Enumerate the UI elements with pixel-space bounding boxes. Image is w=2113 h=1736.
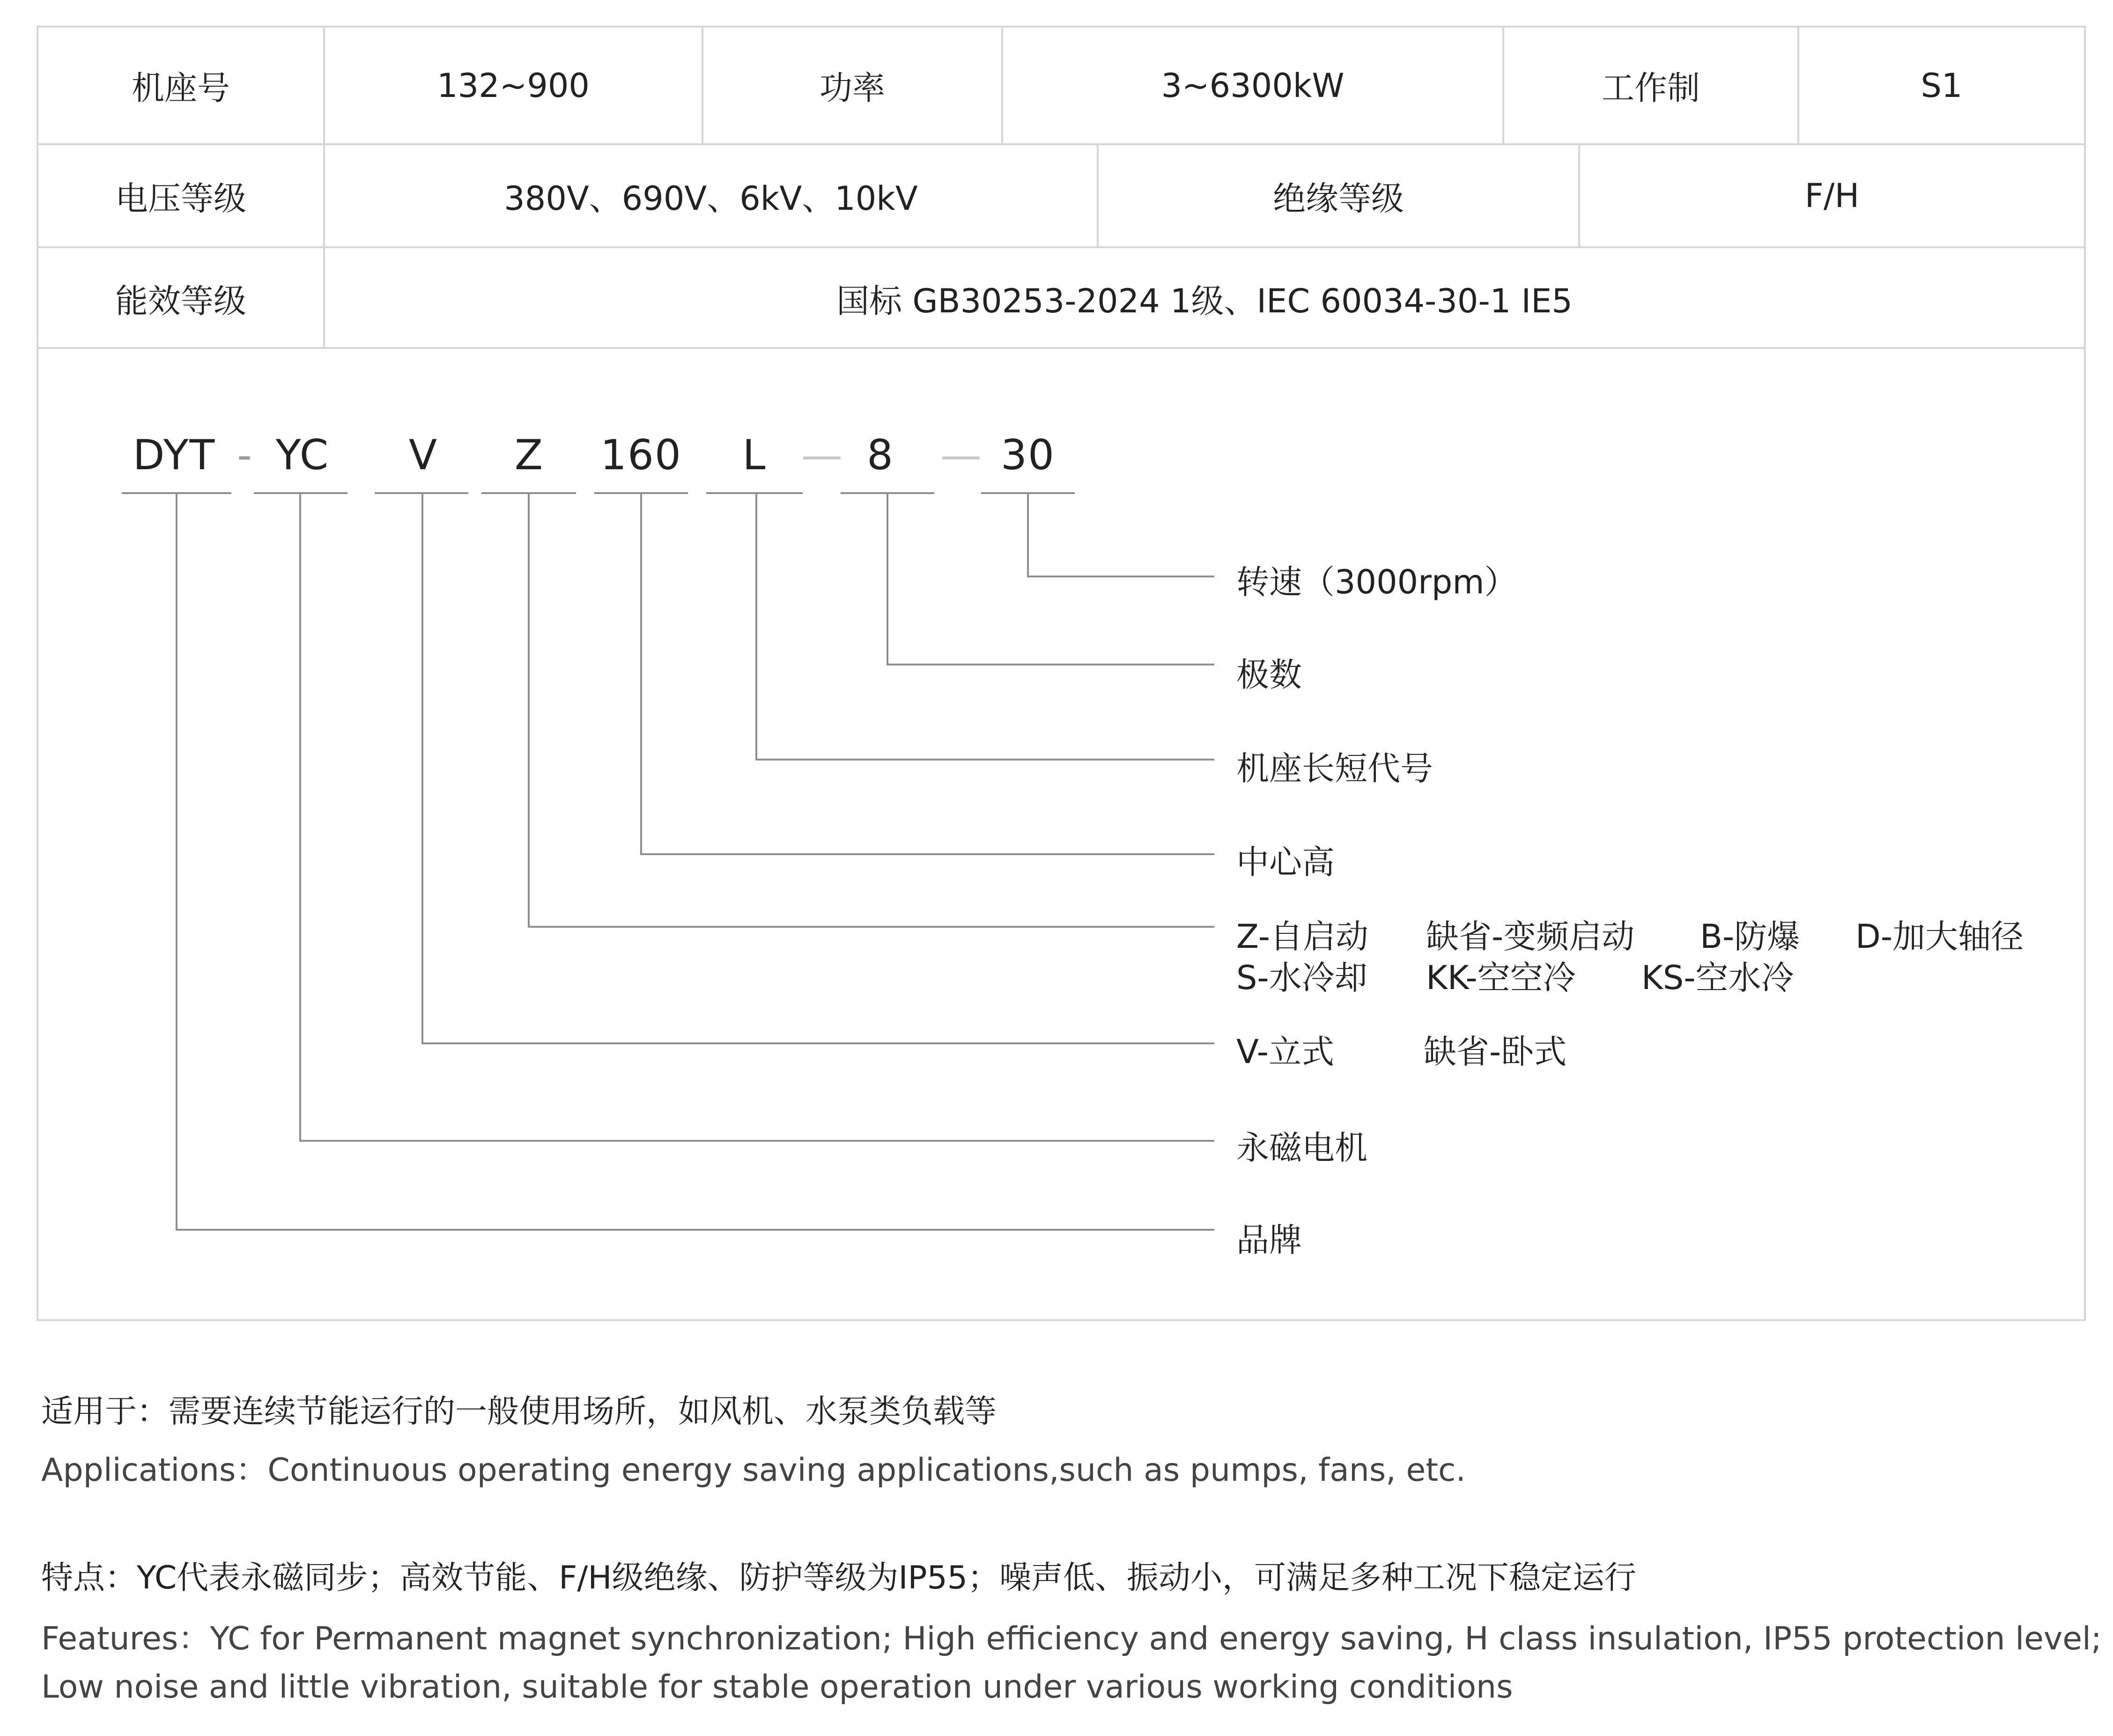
spec-row-efficiency bbox=[38, 248, 2084, 349]
leader-line bbox=[1027, 576, 1214, 577]
leader-line bbox=[887, 493, 888, 665]
option-air-air-cooling: KK-空空冷 bbox=[1426, 959, 1576, 997]
value-duty: S1 bbox=[1921, 66, 1963, 105]
spec-table bbox=[37, 26, 2086, 349]
value-insulation: F/H bbox=[1804, 177, 1860, 215]
leader-line bbox=[528, 493, 530, 928]
features-zh: 特点：YC代表永磁同步；高效节能、F/H级绝缘、防护等级为IP55；噪声低、振动小，可满足多种工况下稳定运行 bbox=[41, 1559, 1637, 1596]
label-insulation: 绝缘等级 bbox=[1099, 145, 1580, 246]
option-explosion-proof: B-防爆 bbox=[1700, 917, 1800, 956]
code-separator: - bbox=[237, 431, 252, 479]
spec-row-frame-power-duty bbox=[38, 28, 2084, 145]
leader-line bbox=[755, 493, 757, 761]
code-start: Z bbox=[514, 431, 544, 479]
code-separator: — bbox=[940, 431, 982, 479]
leader-line bbox=[640, 853, 1214, 855]
leader-line bbox=[421, 493, 423, 1044]
leader-line bbox=[421, 1042, 1214, 1044]
applications-zh: 适用于：需要连续节能运行的一般使用场所，如风机、水泵类负载等 bbox=[41, 1393, 997, 1430]
code-pm-motor: YC bbox=[275, 431, 330, 479]
code-mount: V bbox=[408, 431, 438, 479]
code-frame-length: L bbox=[742, 431, 767, 479]
value-power: 3~6300kW bbox=[1003, 28, 1504, 143]
leader-line bbox=[299, 493, 301, 1142]
meaning-poles: 极数 bbox=[1236, 656, 1302, 694]
features-en-line1: Features：YC for Permanent magnet synchronization; High efficiency and energy saving, H class insulation, IP55 protection level; bbox=[41, 1620, 2102, 1657]
leader-line bbox=[755, 759, 1214, 761]
label-voltage: 电压等级 bbox=[38, 145, 325, 246]
meaning-brand: 品牌 bbox=[1236, 1221, 1302, 1259]
code-poles: 8 bbox=[867, 431, 894, 479]
leader-line bbox=[640, 493, 642, 855]
meaning-pm-motor: 永磁电机 bbox=[1236, 1129, 1367, 1167]
leader-line bbox=[299, 1140, 1214, 1142]
code-center-height: 160 bbox=[600, 431, 682, 479]
meaning-center-height: 中心高 bbox=[1236, 843, 1335, 881]
label-power: 功率 bbox=[703, 28, 1003, 143]
code-brand: DYT bbox=[133, 431, 216, 479]
option-start-self: Z-自启动 bbox=[1236, 917, 1368, 956]
leader-line bbox=[176, 493, 177, 1231]
spec-row-voltage-insulation bbox=[38, 145, 2084, 248]
value-voltage: 380V、690V、6kV、10kV bbox=[325, 145, 1099, 246]
label-efficiency: 能效等级 bbox=[38, 248, 325, 349]
code-speed: 30 bbox=[1001, 431, 1055, 479]
option-start-default: 缺省-变频启动 bbox=[1426, 917, 1635, 956]
option-enlarged-shaft: D-加大轴径 bbox=[1855, 917, 2024, 956]
option-water-cooling: S-水冷却 bbox=[1236, 959, 1367, 997]
leader-line bbox=[528, 926, 1214, 928]
meaning-speed: 转速（3000rpm） bbox=[1236, 563, 1517, 601]
label-frame-number: 机座号 bbox=[38, 28, 325, 143]
meaning-frame-length: 机座长短代号 bbox=[1236, 749, 1433, 788]
option-air-water-cooling: KS-空水冷 bbox=[1641, 959, 1794, 997]
value-efficiency: 国标 GB30253-2024 1级、IEC 60034-30-1 IE5 bbox=[836, 282, 1573, 320]
code-underline bbox=[706, 492, 803, 494]
features-en-line2: Low noise and little vibration, suitable for stable operation under various working conditions bbox=[41, 1669, 1513, 1706]
leader-line bbox=[887, 664, 1214, 665]
leader-line bbox=[176, 1229, 1214, 1231]
leader-line bbox=[1027, 493, 1029, 577]
option-horizontal-default: 缺省-卧式 bbox=[1424, 1033, 1567, 1071]
model-code-diagram bbox=[37, 349, 2086, 1321]
code-separator: — bbox=[801, 431, 842, 479]
applications-en: Applications：Continuous operating energy saving applications,such as pumps, fans, etc. bbox=[41, 1452, 1466, 1489]
option-vertical: V-立式 bbox=[1236, 1033, 1335, 1071]
label-duty: 工作制 bbox=[1504, 28, 1799, 143]
value-frame-number: 132~900 bbox=[325, 28, 703, 143]
